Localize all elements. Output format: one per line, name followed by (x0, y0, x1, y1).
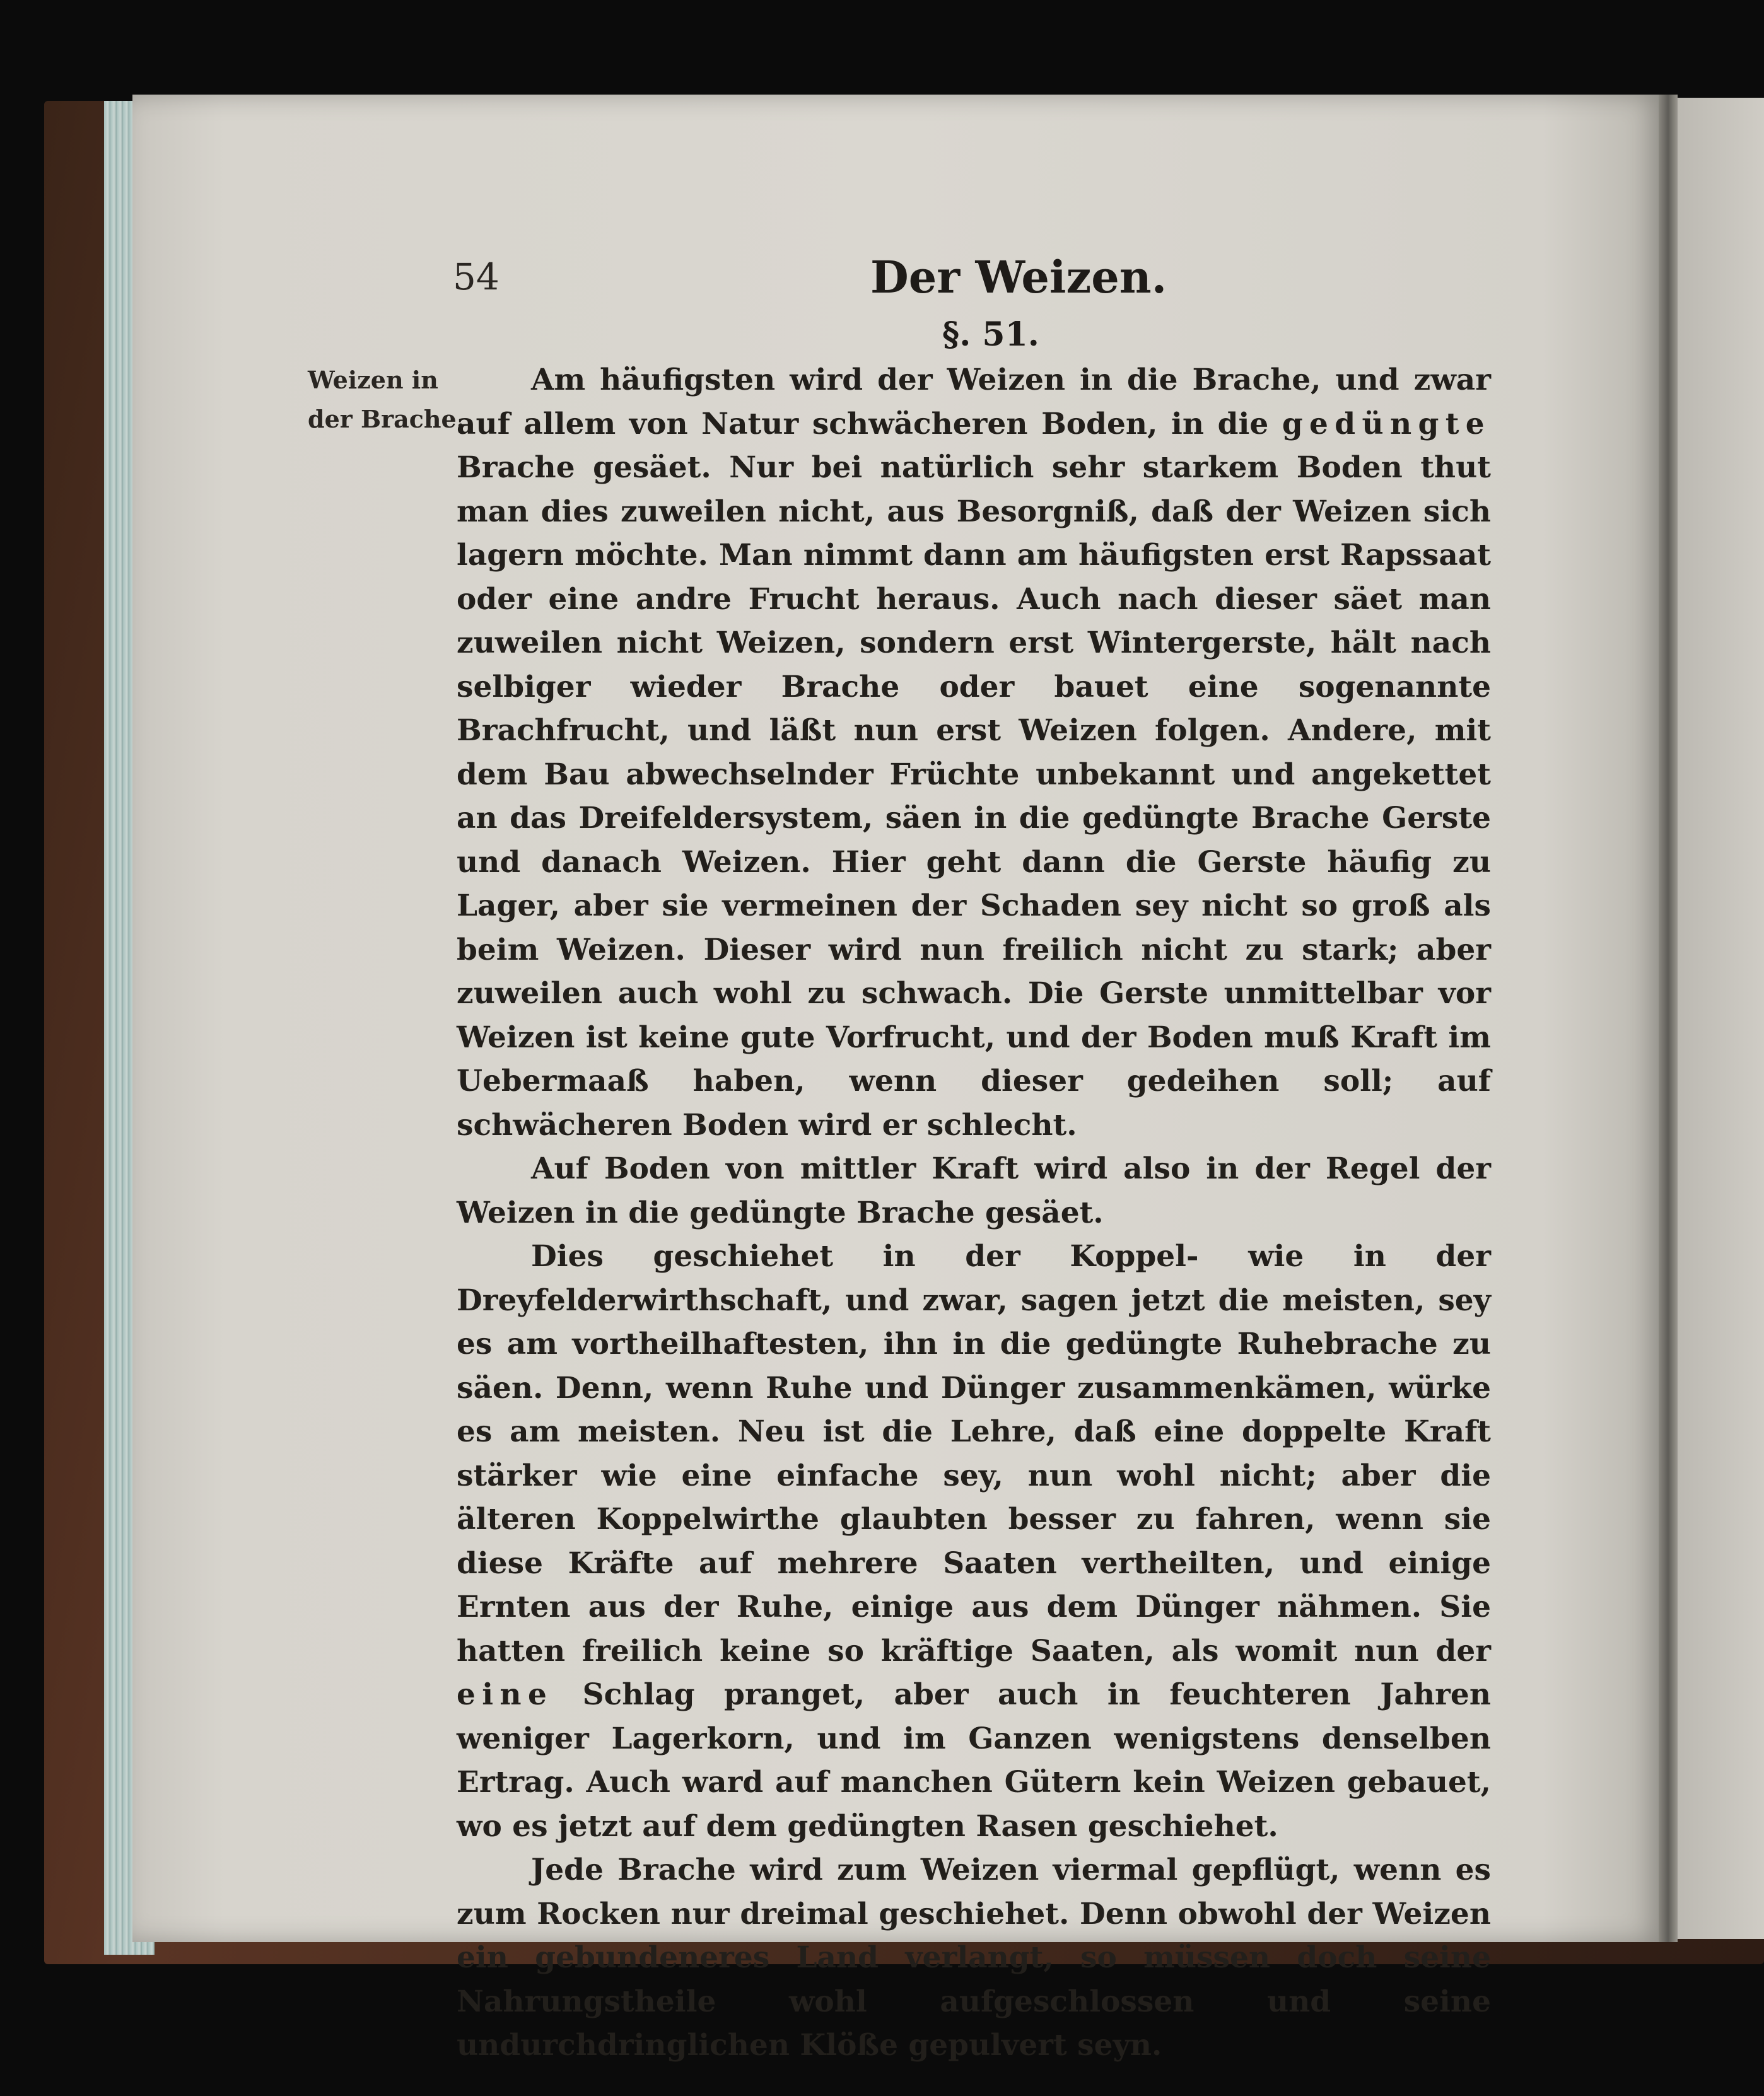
paragraph-text: Am häufigsten wird der Weizen in die Brache, und zwar auf allem von Natur schwächeren Boden, in die (457, 363, 1491, 441)
paragraph (457, 1235, 1491, 1848)
body-text (457, 358, 1491, 2068)
page-number: 54 (453, 255, 499, 298)
running-title: Der Weizen. (870, 251, 1167, 303)
paragraph-text: Schlag pranget, aber auch in feuchteren Jahren weniger Lagerkorn, und im Ganzen wenigstens denselben Ertrag. Auch ward auf manchen Gütern kein Weizen gebauet, wo es jetzt auf dem gedüngten Rasen geschiehet. (457, 1677, 1491, 1844)
paragraph: Jede Brache wird zum Weizen viermal gepflügt, wenn es zum Rocken nur dreimal geschiehet. Denn obwohl der Weizen ein gebundeneres Land verlangt, so müssen doch seine Nahrungstheile wohl aufgeschlossen und seine undurchdringlichen Klöße gepulvert seyn. (457, 1853, 1491, 2063)
paragraph-text: Brache gesäet. Nur bei natürlich sehr starkem Boden thut man dies zuweilen nicht, aus Besorgniß, daß der Weizen sich lagern möchte. Man nimmt dann am häufigsten erst Rapssaat oder eine andre Frucht heraus. Auch nach dieser säet man zuweilen nicht Weizen, sondern erst Wintergerste, hält nach selbiger wieder Brache oder bauet eine sogenannte Brachfrucht, und läßt nun erst Weizen folgen. Andere, mit dem Bau abwechselnder Früchte unbekannt und angekettet an das Dreifeldersystem, säen in die gedüngte Brache Gerste und danach Weizen. Hier geht dann die Gerste häufig zu Lager, aber sie vermeinen der Schaden sey nicht so groß als beim Weizen. Dieser wird nun freilich nicht zu stark; aber zuweilen auch wohl zu schwach. Die Gerste unmittelbar vor Weizen ist keine gute Vorfrucht, und der Boden muß Kraft im Uebermaaß haben, wenn dieser gedeihen soll; auf schwächeren Boden wird er schlecht. (457, 450, 1491, 1143)
paragraph (457, 358, 1491, 1147)
marginal-note: Weizen in der Brache. (308, 366, 465, 433)
facing-page-edge (1678, 98, 1764, 1939)
paragraph: Auf Boden von mittler Kraft wird also in der Regel der Weizen in die gedüngte Brache gesäet. (457, 1151, 1491, 1230)
section-heading: §. 51. (942, 315, 1039, 354)
emphasized-word: eine (457, 1677, 554, 1712)
emphasized-word: gedüngte (1282, 406, 1491, 441)
paragraph-text: Dies geschiehet in der Koppel- wie in der Dreyfelderwirthschaft, und zwar, sagen jetzt die meisten, sey es am vortheilhaftesten, ihn in die gedüngte Ruhebrache zu säen. Denn, wenn Ruhe und Dünger zusammenkämen, würke es am meisten. Neu ist die Lehre, daß eine doppelte Kraft stärker wie eine einfache sey, nun wohl nicht; aber die älteren Koppelwirthe glaubten besser zu fahren, wenn sie diese Kräfte auf mehrere Saaten vertheilten, und einige Ernten aus der Ruhe, einige aus dem Dünger nähmen. Sie hatten freilich keine so kräftige Saaten, als womit nun der (457, 1239, 1491, 1668)
book-gutter (1659, 95, 1678, 1942)
